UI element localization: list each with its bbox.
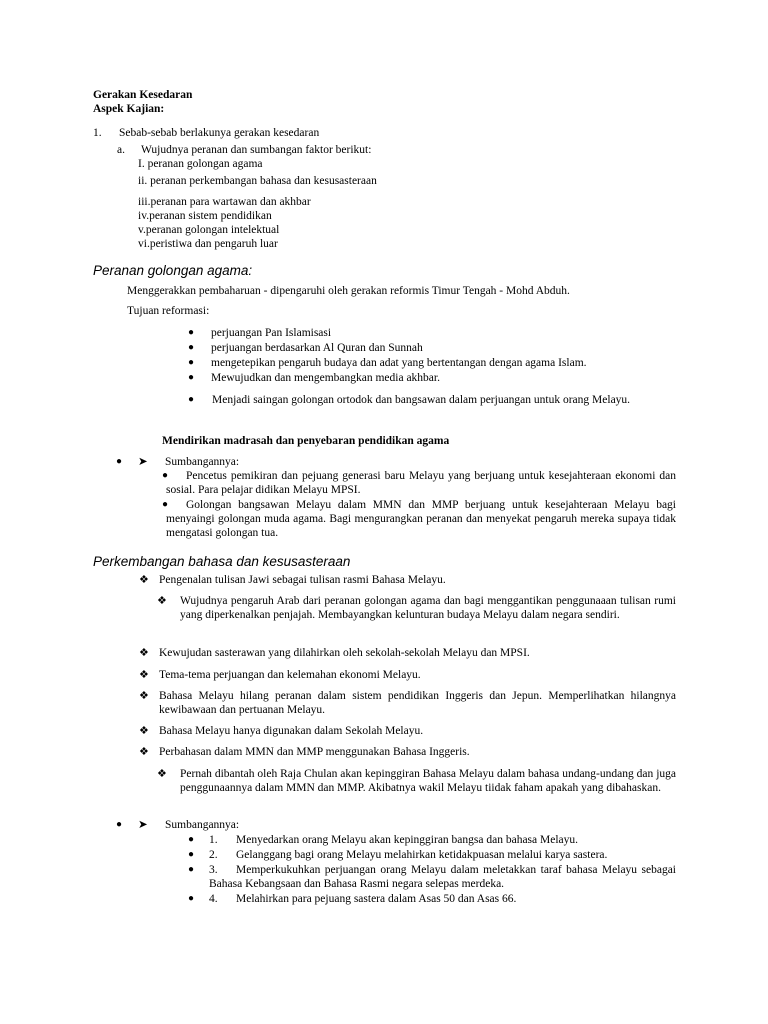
list-item: Mewujudkan dan mengembangkan media akhbar. [211,372,440,384]
list-item: Golongan bangsawan Melayu dalam MMN dan MMP berjuang untuk kesejahteraan Melayu bagi menyaingi golongan muda agama. Bagi mengurangkan peranan dan menyekat pengaruh mereka supaya tidak mengatasi golongan tua. [166,499,676,539]
list-item: Melahirkan para pejuang sastera dalam Asas 50 dan Asas 66. [236,893,517,905]
bullet-icon: ● [188,834,195,845]
diamond-icon: ❖ [139,725,149,737]
list-item: Bahasa Melayu hanya digunakan dalam Sekolah Melayu. [159,725,424,737]
list-item: Gelanggang bagi orang Melayu melahirkan ketidakpuasan melalui karya sastera. [236,849,608,861]
list-item: mengetepikan pengaruh budaya dan adat yang bertentangan dengan agama Islam. [211,357,587,369]
factor-item: v.peranan golongan intelektual [138,224,280,236]
list-item: Pencetus pemikiran dan pejuang generasi baru Melayu yang berjuang untuk kesejahteraan ekonomi dan sosial. Para pelajar didikan Melayu MPSI. [166,470,676,496]
bullet-icon: ● [162,470,169,481]
list-item: Bahasa Melayu hilang peranan dalam sistem pendidikan Inggeris dan Jepun. Memperlihatkan hilangnya kewibawaan dan pertuanan Melayu. [159,690,676,716]
bullet-icon: ● [188,372,195,383]
tujuan-label: Tujuan reformasi: [127,305,210,317]
list-number: 3. [209,864,218,876]
list-item: Wujudnya pengaruh Arab dari peranan golongan agama dan bagi menggantikan penggunaaan tulisan rumi yang diperkenalkan penjajah. Membayangkan kelunturan budaya Melayu dalam negara sendiri. [180,595,676,621]
diamond-icon: ❖ [139,746,149,758]
list-number: 4. [209,893,218,905]
bullet-icon: ● [188,849,195,860]
diamond-icon: ❖ [139,647,149,659]
bullet-icon: ● [116,456,123,467]
diamond-icon: ❖ [139,669,149,681]
outline-letter: a. [117,144,125,156]
factor-item: iv.peranan sistem pendidikan [138,210,272,222]
bullet-icon: ● [162,499,169,510]
arrowhead-icon: ➤ [138,456,148,468]
bullet-icon: ● [188,327,195,338]
list-item: Menyedarkan orang Melayu akan kepinggiran bangsa dan bahasa Melayu. [236,834,579,846]
list-number: 1. [209,834,218,846]
list-item: Tema-tema perjuangan dan kelemahan ekonomi Melayu. [159,669,421,681]
outline-number: 1. [93,127,102,139]
outline-item: Sebab-sebab berlakunya gerakan kesedaran [119,127,320,139]
factor-item: iii.peranan para wartawan dan akhbar [138,196,311,208]
section-intro: Menggerakkan pembaharuan - dipengaruhi oleh gerakan reformis Timur Tengah - Mohd Abduh. [127,285,570,297]
section-heading: Peranan golongan agama: [93,263,253,278]
list-item: perjuangan berdasarkan Al Quran dan Sunnah [211,342,423,354]
document-title: Gerakan Kesedaran [93,89,193,101]
list-item: Memperkukuhkan perjuangan orang Melayu dalam meletakkan taraf bahasa Melayu sebagai Bahasa Kebangsaan dan Bahasa Rasmi negara selepas merdeka. [209,864,676,890]
bullet-icon: ● [116,819,123,830]
list-item: Pernah dibantah oleh Raja Chulan akan kepinggiran Bahasa Melayu dalam bahasa undang-undang dan juga penggunaannya dalam MMN dan MMP. Akibatnya wakil Melayu tiidak faham apakah yang dibahaskan. [180,768,676,794]
list-item: Menjadi saingan golongan ortodok dan bangsawan dalam perjuangan untuk orang Melayu. [212,394,631,406]
arrowhead-icon: ➤ [138,819,148,831]
bullet-icon: ● [188,342,195,353]
list-item: Kewujudan sasterawan yang dilahirkan oleh sekolah-sekolah Melayu dan MPSI. [159,647,530,659]
section-heading: Perkembangan bahasa dan kesusasteraan [93,554,351,569]
subheading: Mendirikan madrasah dan penyebaran pendidikan agama [162,435,450,447]
bullet-icon: ● [188,357,195,368]
factor-item: ii. peranan perkembangan bahasa dan kesusasteraan [138,175,377,187]
outline-subitem: Wujudnya peranan dan sumbangan faktor berikut: [141,144,372,156]
list-item: perjuangan Pan Islamisasi [211,327,332,339]
diamond-icon: ❖ [157,768,167,780]
sumbangan-label: Sumbangannya: [165,456,240,468]
diamond-icon: ❖ [139,690,149,702]
factor-item: I. peranan golongan agama [138,158,263,170]
bullet-icon: ● [188,394,195,405]
list-item: Pengenalan tulisan Jawi sebagai tulisan rasmi Bahasa Melayu. [159,574,446,586]
list-number: 2. [209,849,218,861]
diamond-icon: ❖ [139,574,149,586]
bullet-icon: ● [188,893,195,904]
diamond-icon: ❖ [157,595,167,607]
factor-item: vi.peristiwa dan pengaruh luar [138,238,278,250]
sumbangan-label: Sumbangannya: [165,819,240,831]
list-item: Perbahasan dalam MMN dan MMP menggunakan Bahasa Inggeris. [159,746,470,758]
document-subtitle: Aspek Kajian: [93,103,165,115]
bullet-icon: ● [188,864,195,875]
